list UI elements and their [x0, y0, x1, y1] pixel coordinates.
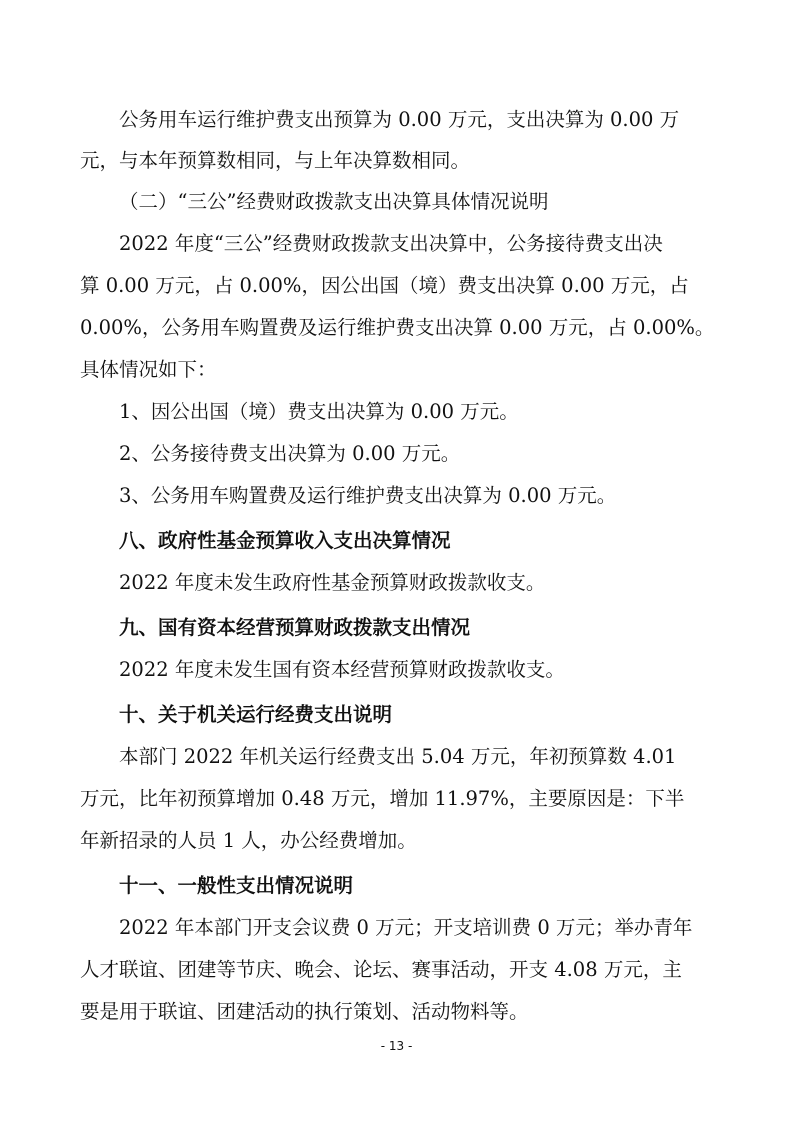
- paragraph-line: 2022 年度未发生政府性基金预算财政拨款收支。: [119, 571, 546, 594]
- page-number: - 13 -: [380, 1039, 413, 1053]
- paragraph-line: 具体情况如下：: [80, 358, 217, 381]
- paragraph-line: 年新招录的人员 1 人，办公经费增加。: [80, 829, 417, 852]
- section-heading: 八、政府性基金预算收入支出决算情况: [119, 529, 451, 552]
- list-item: 3、公务用车购置费及运行维护费支出决算为 0.00 万元。: [119, 484, 617, 507]
- list-item: 1、因公出国（境）费支出决算为 0.00 万元。: [119, 400, 519, 423]
- paragraph-line: 人才联谊、团建等节庆、晚会、论坛、赛事活动，开支 4.08 万元，主: [80, 958, 682, 981]
- paragraph-line: 公务用车运行维护费支出预算为 0.00 万元，支出决算为 0.00 万: [119, 108, 680, 131]
- paragraph-line: 本部门 2022 年机关运行经费支出 5.04 万元，年初预算数 4.01: [119, 745, 677, 768]
- paragraph-line: 算 0.00 万元，占 0.00%，因公出国（境）费支出决算 0.00 万元，占: [80, 274, 689, 297]
- section-heading: 十、关于机关运行经费支出说明: [119, 703, 393, 726]
- paragraph-line: 0.00%，公务用车购置费及运行维护费支出决算 0.00 万元，占 0.00%。: [80, 316, 715, 339]
- section-heading: 九、国有资本经营预算财政拨款支出情况: [119, 616, 471, 639]
- paragraph-line: 元，与本年预算数相同，与上年决算数相同。: [80, 149, 471, 172]
- list-item: 2、公务接待费支出决算为 0.00 万元。: [119, 442, 461, 465]
- paragraph-line: 要是用于联谊、团建活动的执行策划、活动物料等。: [80, 1000, 529, 1023]
- section-subheading: （二）“三公”经费财政拨款支出决算具体情况说明: [119, 190, 549, 213]
- section-heading: 十一、一般性支出情况说明: [119, 874, 354, 897]
- paragraph-line: 2022 年本部门开支会议费 0 万元；开支培训费 0 万元；举办青年: [119, 916, 693, 939]
- paragraph-line: 万元，比年初预算增加 0.48 万元，增加 11.97%，主要原因是：下半: [80, 787, 685, 810]
- paragraph-line: 2022 年度未发生国有资本经营预算财政拨款收支。: [119, 658, 565, 681]
- paragraph-line: 2022 年度“三公”经费财政拨款支出决算中，公务接待费支出决: [119, 232, 663, 255]
